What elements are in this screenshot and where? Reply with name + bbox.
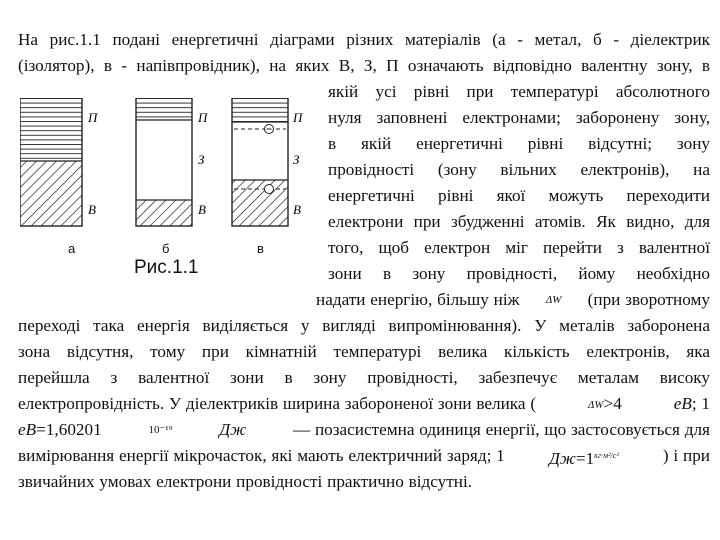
figure-sublabel-c: в [257, 241, 264, 256]
paragraph-line-9: того, щоб електрон міг перейти з валентної [328, 238, 710, 257]
paragraph-line-1: На рис.1.1 подані енергетичні діаграми різних матеріалів (а - метал, б - діелектрик [18, 30, 710, 49]
conduction-band [20, 98, 82, 161]
label-valence-a: В [88, 202, 96, 217]
diagram-dielectric [136, 98, 209, 226]
text-segment: електропровідність. У діелектриків ширина забороненої зони велика ( [18, 394, 537, 413]
label-conduction-a: П [88, 110, 98, 125]
label-valence-c: В [293, 202, 301, 217]
figure-sublabel-a: а [68, 241, 76, 256]
text-segment: вимірювання енергії мікрочасток, які мають електричний заряд; 1 [18, 446, 505, 465]
unit-joule: Дж [219, 420, 247, 439]
valence-band [232, 180, 288, 226]
valence-band [136, 200, 192, 226]
figure-sublabel-b: б [162, 241, 170, 256]
unit-joule: Дж [548, 449, 576, 468]
valence-band [20, 161, 82, 226]
paragraph-line-14: перейшла з валентної зони в зону провідності, забезпечує металам високу [18, 368, 710, 387]
paragraph-line-3: якій усі рівні при температурі абсолютного [328, 82, 710, 101]
delta-w-symbol: ΔW [587, 399, 604, 411]
paragraph-line-4: нуля заповнені електронами; заборонену зону, [328, 108, 710, 127]
paragraph-line-12: переході така енергія виділяється у вигляді випромінювання). У металів заборонена [18, 316, 710, 335]
paragraph-line-10: зони в зону провідності, йому необхідно [328, 264, 710, 283]
conduction-band [136, 98, 192, 120]
text-segment: ; 1 [691, 394, 710, 413]
label-forbidden-b: З [198, 152, 205, 167]
paragraph-line-2: (ізолятор), в - напівпровідник), на яких В, З, П означають відповідно валентну зону, в [18, 56, 710, 75]
paragraph-line-13: зона відсутня, тому при кімнатній температурі велика кількість електронів, яка [18, 342, 710, 361]
text-segment: =1 [575, 449, 595, 468]
paragraph-line-5: в якій енергетичні рівні відсутні; зону [328, 134, 710, 153]
label-valence-b: В [198, 202, 206, 217]
unit-ev: еВ [18, 420, 37, 439]
paragraph-line-11 [316, 290, 710, 310]
paragraph-line-7: енергетичні рівні якої можуть переходити [328, 186, 710, 205]
delta-w-symbol: ΔW [545, 294, 562, 306]
conduction-band [232, 98, 288, 122]
text-segment: (при зворотному [587, 290, 710, 309]
unit-ev: еВ [673, 394, 692, 413]
unit-fraction: кг·м²/с² [594, 451, 619, 460]
hole-icon [265, 185, 274, 194]
text-segment: ) і при [662, 446, 710, 465]
figure-caption: Рис.1.1 [134, 257, 199, 278]
paragraph-line-15 [18, 394, 710, 415]
paragraph-line-16 [18, 420, 710, 440]
paragraph-line-6: провідності (зону вільних електронів), на [328, 160, 710, 179]
paragraph-line-17 [18, 446, 710, 469]
text-segment: >4 [603, 394, 622, 413]
energy-diagram-figure [20, 98, 310, 248]
text-segment: надати енергію, більшу ніж [316, 290, 520, 309]
paragraph-line-8: електрони при збудженні атомів. Як видно, для [328, 212, 710, 231]
text-segment: — позасистемна одиниця енергії, що застосовується для [292, 420, 710, 439]
text-segment: =1,60201 [36, 420, 102, 439]
label-conduction-c: П [293, 110, 303, 125]
diagram-semiconductor [232, 98, 304, 226]
label-forbidden-c: З [293, 152, 300, 167]
exponent: 10⁻¹⁹ [148, 424, 173, 436]
diagram-metal [20, 98, 99, 226]
paragraph-line-18: звичайних умовах електрони провідності практично відсутні. [18, 472, 473, 491]
label-conduction-b: П [198, 110, 208, 125]
